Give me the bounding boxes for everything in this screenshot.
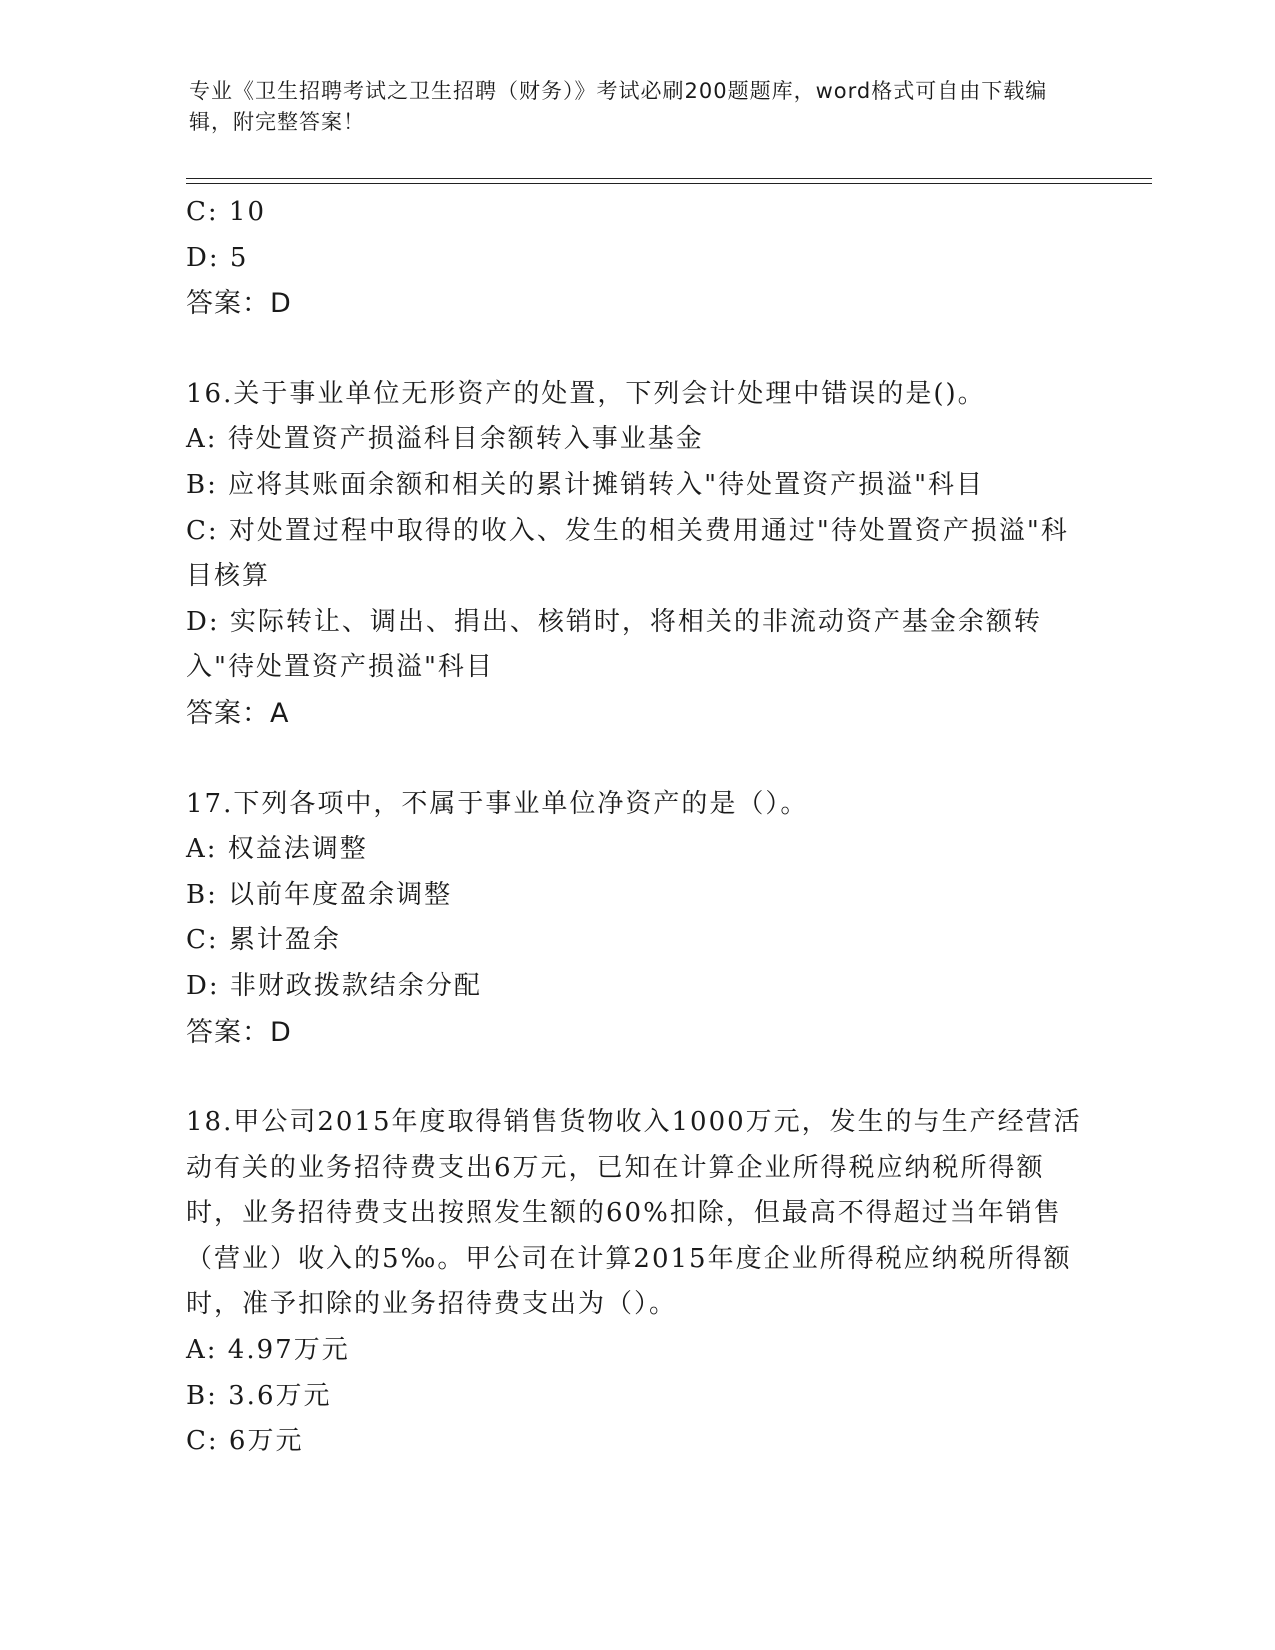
question-stem: 17.下列各项中，不属于事业单位净资产的是（）。: [186, 788, 809, 819]
answer-line: 答案：D: [186, 288, 292, 320]
option-a: A: 待处置资产损溢科目余额转入事业基金: [186, 424, 704, 455]
answer-line: 答案：A: [186, 697, 290, 729]
option-a: A: 权益法调整: [186, 834, 368, 865]
question-16: [186, 372, 1086, 737]
document-body: [186, 190, 1086, 1465]
option-d: D: 实际转让、调出、捐出、核销时，将相关的非流动资产基金余额转入"待处置资产损溢"科目: [186, 606, 1042, 683]
option-d: D: 5: [186, 242, 249, 273]
option-d: D: 非财政拨款结余分配: [186, 970, 482, 1001]
carryover-question: [186, 190, 1086, 327]
header-divider-bottom: [186, 183, 1152, 184]
header-divider-top: [186, 178, 1152, 179]
option-c: C: 对处置过程中取得的收入、发生的相关费用通过"待处置资产损溢"科目核算: [186, 515, 1069, 592]
question-stem: 16.关于事业单位无形资产的处置，下列会计处理中错误的是()。: [186, 378, 986, 409]
option-b: B: 应将其账面余额和相关的累计摊销转入"待处置资产损溢"科目: [186, 469, 985, 500]
option-b: B: 3.6万元: [186, 1380, 332, 1411]
option-a: A: 4.97万元: [186, 1335, 350, 1366]
question-17: [186, 782, 1086, 1056]
page-header: 专业《卫生招聘考试之卫生招聘（财务）》考试必刷200题题库，word格式可自由下载编辑，附完整答案！: [189, 79, 1048, 134]
answer-line: 答案：D: [186, 1016, 292, 1048]
question-18: [186, 1100, 1086, 1465]
option-c: C: 累计盈余: [186, 925, 341, 956]
option-b: B: 以前年度盈余调整: [186, 879, 453, 910]
option-c: C: 10: [186, 197, 267, 227]
question-stem: 18.甲公司2015年度取得销售货物收入1000万元，发生的与生产经营活动有关的业务招待费支出6万元，已知在计算企业所得税应纳税所得额时，业务招待费支出按照发生额的60%扣除，但最高不得超过当年销售（营业）收入的5‰。甲公司在计算2015年度企业所得税应纳税所得额时，准予扣除的业务招待费支出为（）。: [186, 1107, 1082, 1320]
option-c: C: 6万元: [186, 1426, 304, 1457]
